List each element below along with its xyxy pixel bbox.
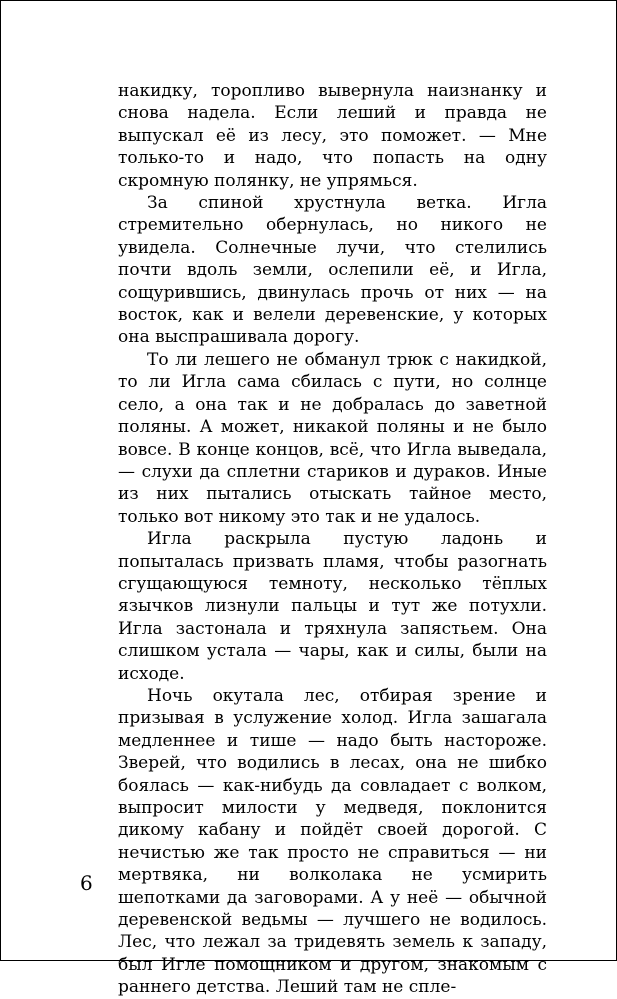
paragraph: Ночь окутала лес, отбирая зрение и призывая в услужение холод. Игла зашагала медленнее и тише — надо быть настороже. Зверей, что водились в лесах, она не шибко боялась — как-нибудь да совладает с волком, выпросит милости у медведя, поклонится дикому кабану и пойдёт своей дорогой. С нечистью же так просто не справиться — ни мертвяка, ни волколака не усмирить шепотками да заговорами. А у неё — обычной деревенской ведьмы — лучшего не водилось. Лес, что лежал за тридевять земель к западу, был Игле помощником и другом, знакомым с раннего детства. Леший там не спле- xyxy=(118,685,547,998)
paragraph: То ли лешего не обманул трюк с накидкой, то ли Игла сама сбилась с пути, но солнце село, а она так и не добралась до заветной поляны. А может, никакой поляны и не было вовсе. В конце концов, всё, что Игла выведала, — слухи да сплетни стариков и дураков. Иные из них пытались отыскать тайное место, только вот никому это так и не удалось. xyxy=(118,349,547,527)
paragraph: накидку, торопливо вывернула наизнанку и снова надела. Если леший и правда не выпускал её из лесу, это поможет. — Мне только-то и надо, что попасть на одну скромную полянку, не упрямься. xyxy=(118,81,547,191)
body-text xyxy=(118,80,547,999)
paragraph: За спиной хрустнула ветка. Игла стремительно обернулась, но никого не увидела. Солнечные лучи, что стелились почти вдоль земли, ослепили её, и Игла, сощурившись, двинулась прочь от них — на восток, как и велели деревенские, у которых она выспрашивала дорогу. xyxy=(118,193,547,348)
page-number: 6 xyxy=(80,871,93,895)
paragraph: Игла раскрыла пустую ладонь и попыталась призвать пламя, чтобы разогнать сгущающуюся темноту, несколько тёплых язычков лизнули пальцы и тут же потухли. Игла застонала и тряхнула запястьем. Она слишком устала — чары, как и силы, были на исходе. xyxy=(118,529,547,684)
